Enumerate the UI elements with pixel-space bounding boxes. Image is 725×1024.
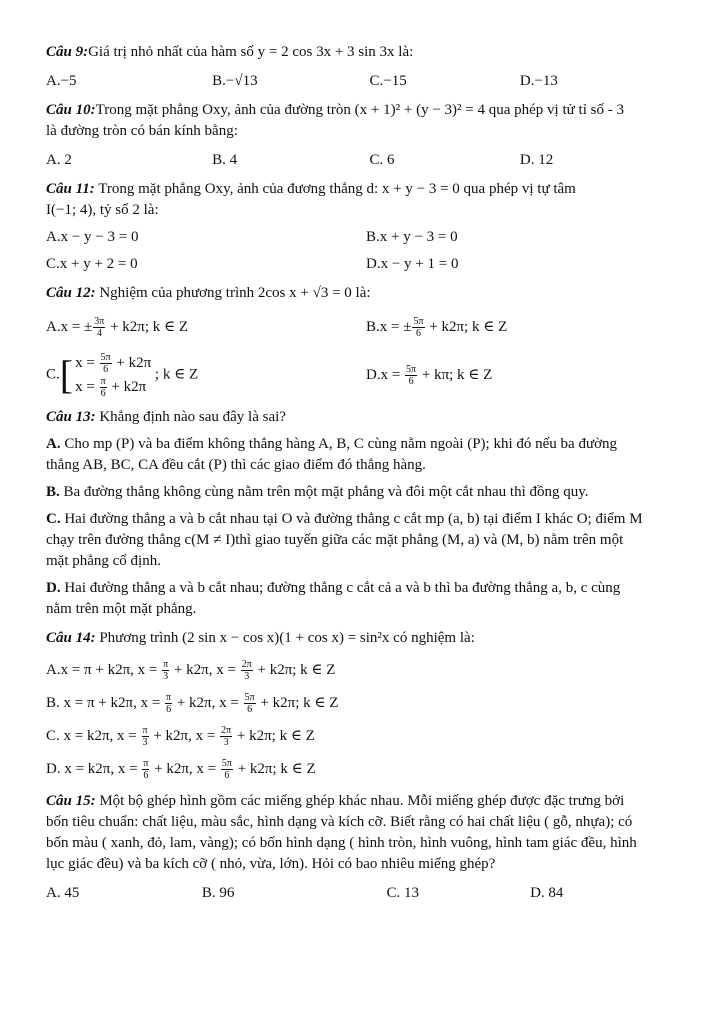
option-suffix: ; k ∈ Z: [151, 366, 199, 383]
option-a[interactable]: A.x − y − 3 = 0: [46, 229, 139, 245]
answer-options: [46, 71, 686, 92]
option-d[interactable]: D.−13: [519, 73, 558, 89]
option-a[interactable]: A.−5: [46, 73, 77, 89]
statement-c[interactable]: C. Hai đường thẳng a và b cắt nhau tại O và đường thẳng c cắt mp (a, b) tại điểm I khác O; điểm M chạy trên đường thẳng c(M ≠ I)thì giao tuyến giữa các mặt phẳng (M, a) và (M, b) nằm trên một mặt phẳng cố định.: [46, 511, 643, 570]
fraction: $\frac{\pi}{3}$: [142, 725, 148, 749]
question-label: Câu 14:: [46, 630, 96, 647]
question-text: lục giác đều) và ba kích cỡ ( nhỏ, vừa, lớn). Hỏi có bao nhiêu miếng ghép?: [46, 856, 496, 873]
fraction: $\frac{5\pi}{6}$: [100, 352, 111, 376]
question-text: Trong mặt phẳng Oxy, ảnh của đường tròn (x + 1)² + (y − 3)² = 4 qua phép vị tử tỉ số - 3: [95, 102, 624, 118]
question-label: Câu 12:: [46, 285, 96, 301]
option-b[interactable]: B. 4: [212, 152, 238, 168]
option-d[interactable]: D. 12: [519, 152, 554, 168]
option-b[interactable]: B.x + y − 3 = 0: [366, 229, 458, 245]
answer-options-row-1: [46, 227, 686, 248]
option-c[interactable]: C.x + y + 2 = 0: [46, 256, 138, 272]
question-text: Giá trị nhỏ nhất của hàm số y = 2 cos 3x + 3 sin 3x là:: [88, 44, 414, 60]
answer-options-row-2: [46, 254, 686, 275]
option-a[interactable]: A.x = π + k2π, x = $\frac{\pi}{3}$ + k2π, x = $\frac{2\pi}{3}$ + k2π; k ∈ Z: [46, 659, 336, 683]
question-text: I(−1; 4), tỷ số 2 là:: [46, 202, 159, 218]
statement-a[interactable]: A. Cho mp (P) và ba điểm không thẳng hàng A, B, C cùng nằm ngoài (P); khi đó nếu ba đường thẳng AB, BC, CA đều cắt (P) thì các giao điểm đó thẳng hàng.: [46, 436, 618, 474]
question-text: bốn tiêu chuẩn: chất liệu, màu sắc, hình dạng và kích cỡ. Biết rằng có hai chất liệu ( gỗ, nhựa); có: [46, 814, 633, 831]
answer-options-row-2: [46, 351, 686, 399]
option-c[interactable]: C. 6: [369, 152, 395, 168]
option-d[interactable]: [366, 364, 686, 387]
fraction: $\frac{2\pi}{3}$: [241, 659, 252, 683]
fraction: $\frac{\pi}{6}$: [166, 692, 172, 716]
system-line-2: x = $\frac{\pi}{6}$ + k2π: [75, 376, 147, 400]
fraction: $\frac{5\pi}{6}$: [244, 692, 255, 716]
fraction: $\frac{\pi}{6}$: [100, 376, 106, 400]
question-label: Câu 9:: [46, 44, 89, 60]
option-suffix: + kπ; k ∈ Z: [418, 366, 493, 383]
question-12: [46, 283, 686, 399]
question-11: [46, 179, 686, 275]
option-c[interactable]: C.−15: [369, 73, 407, 89]
question-label: Câu 11:: [46, 181, 95, 197]
question-label: Câu 13:: [46, 409, 96, 426]
question-label: Câu 15:: [46, 793, 96, 810]
option-c[interactable]: C. x = k2π, x = $\frac{\pi}{3}$ + k2π, x = $\frac{2\pi}{3}$ + k2π; k ∈ Z: [46, 725, 315, 749]
fraction: $\frac{2\pi}{3}$: [221, 725, 232, 749]
question-14: [46, 628, 686, 781]
fraction: $\frac{5\pi}{6}$: [221, 758, 232, 782]
question-text: bốn màu ( xanh, đỏ, lam, vàng); có bốn hình dạng ( hình tròn, hình vuông, hình tam giác đều, hình: [46, 835, 637, 852]
option-prefix: D.x =: [366, 366, 405, 383]
fraction: $\frac{3\pi}{4}$: [94, 316, 105, 339]
statement-b[interactable]: B. Ba đường thẳng không cùng nằm trên một mặt phẳng và đôi một cắt nhau thì đồng quy.: [46, 484, 589, 501]
answer-options: [46, 883, 686, 904]
fraction: $\frac{5\pi}{6}$: [413, 316, 424, 339]
answer-options-row-1: [46, 316, 686, 339]
question-13: [46, 407, 686, 620]
option-a[interactable]: A. 45: [46, 885, 80, 902]
option-b[interactable]: B.−√13: [212, 73, 258, 89]
fraction: $\frac{\pi}{3}$: [163, 659, 169, 683]
question-text: Trong mặt phẳng Oxy, ảnh của đương thẳng d: x + y − 3 = 0 qua phép vị tự tâm: [94, 181, 576, 197]
question-text: Nghiệm của phương trình 2cos x + √3 = 0 là:: [95, 285, 371, 301]
question-10: [46, 100, 686, 171]
question-label: Câu 10:: [46, 102, 96, 118]
option-b[interactable]: B. x = π + k2π, x = $\frac{\pi}{6}$ + k2π, x = $\frac{5\pi}{6}$ + k2π; k ∈ Z: [46, 692, 339, 716]
option-c[interactable]: [46, 351, 366, 399]
option-a[interactable]: A. 2: [46, 152, 72, 168]
option-d[interactable]: D.x − y + 1 = 0: [366, 256, 459, 272]
option-prefix: B.x = ±: [366, 318, 412, 335]
option-d[interactable]: D. x = k2π, x = $\frac{\pi}{6}$ + k2π, x = $\frac{5\pi}{6}$ + k2π; k ∈ Z: [46, 758, 316, 782]
system-line-1: x = $\frac{5\pi}{6}$ + k2π: [75, 352, 152, 376]
fraction: $\frac{\pi}{6}$: [143, 758, 149, 782]
option-c[interactable]: C. 13: [386, 885, 420, 902]
question-text: Phương trình (2 sin x − cos x)(1 + cos x) = sin²x có nghiệm là:: [95, 630, 475, 647]
option-prefix: A.x = ±: [46, 318, 93, 335]
option-a[interactable]: [46, 316, 366, 339]
answer-options: [46, 150, 686, 171]
bracket-icon: [: [59, 352, 74, 398]
option-suffix: + k2π; k ∈ Z: [106, 318, 189, 335]
question-text: là đường tròn có bán kính bằng:: [46, 123, 238, 139]
question-9: [46, 42, 686, 92]
option-b[interactable]: B. 96: [201, 885, 235, 902]
option-suffix: + k2π; k ∈ Z: [425, 318, 508, 335]
exam-page: [46, 42, 686, 912]
option-prefix: C.: [46, 366, 60, 383]
question-15: [46, 791, 686, 904]
option-b[interactable]: [366, 316, 686, 339]
equation-system: [60, 351, 151, 399]
option-d[interactable]: D. 84: [530, 885, 564, 902]
fraction: $\frac{5\pi}{6}$: [406, 363, 417, 387]
question-text: Khẳng định nào sau đây là sai?: [95, 409, 286, 426]
statement-d[interactable]: D. Hai đường thẳng a và b cắt nhau; đường thẳng c cắt cả a và b thì ba đường thẳng a, b, c cùng nằm trên một mặt phẳng.: [46, 580, 621, 618]
question-text: Một bộ ghép hình gồm các miếng ghép khác nhau. Mỗi miếng ghép được đặc trưng bởi: [95, 793, 625, 810]
